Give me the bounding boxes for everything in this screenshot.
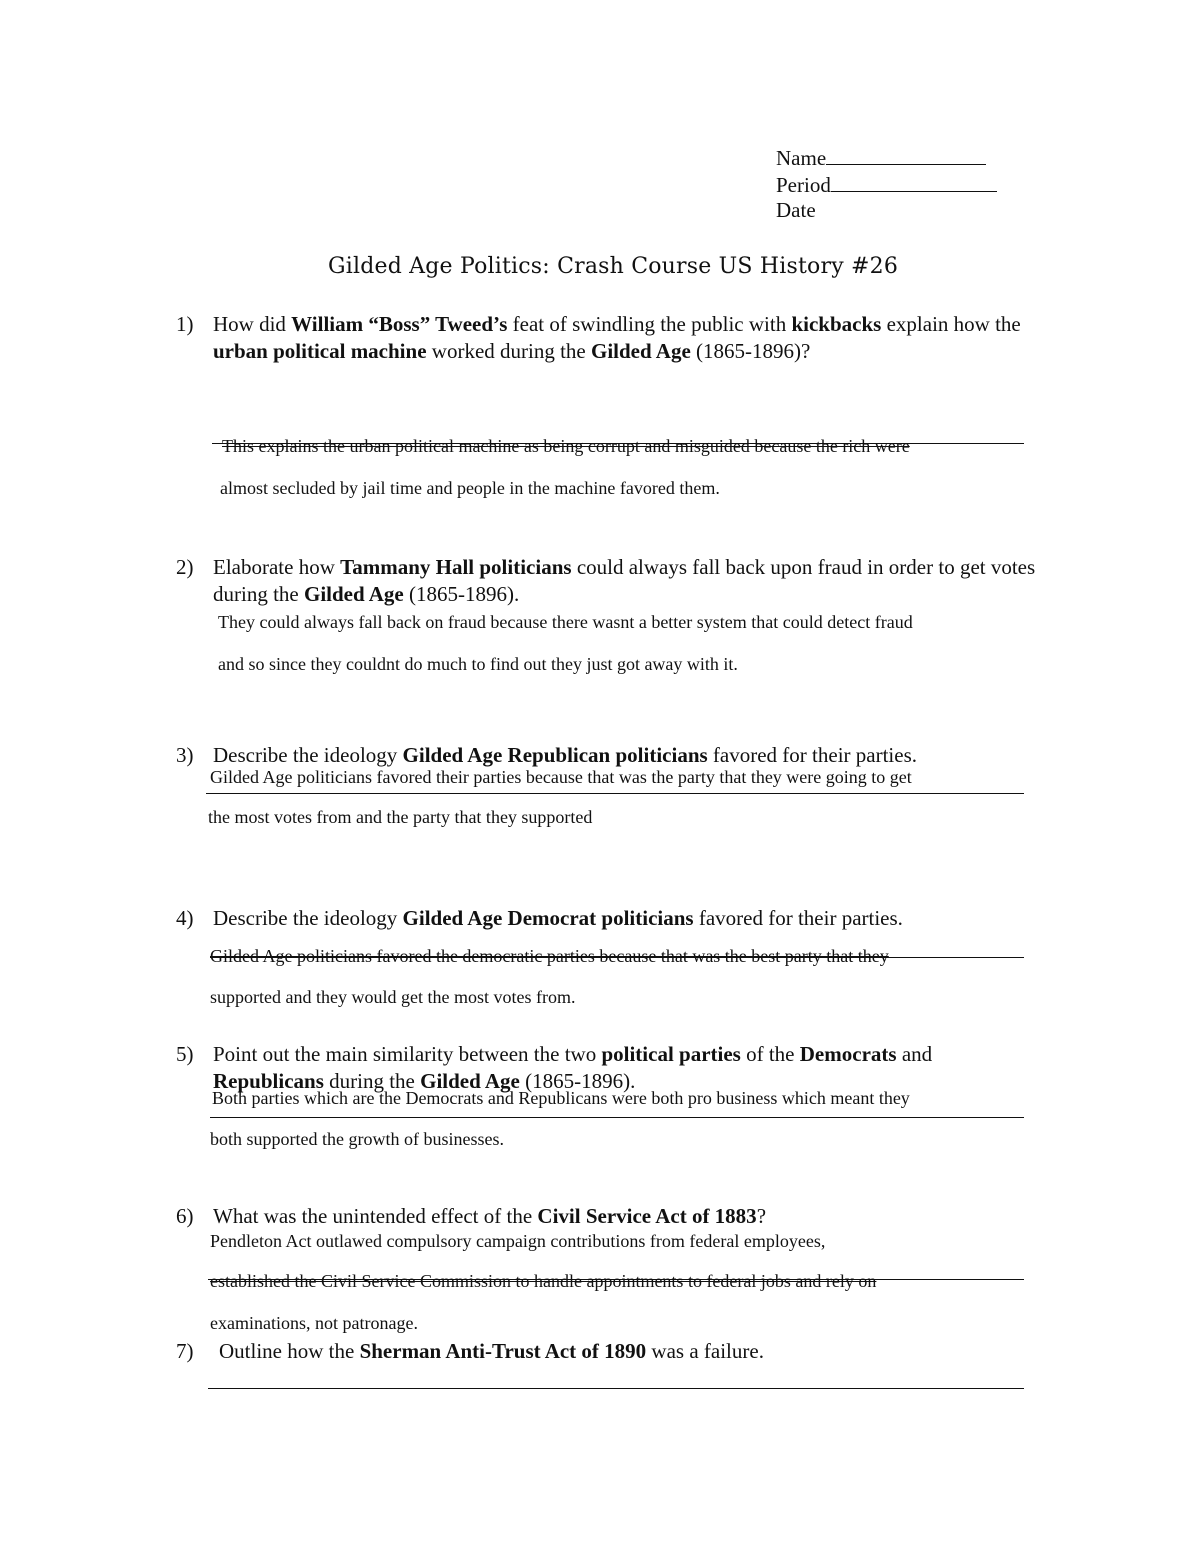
answer-3-line-1[interactable]: Gilded Age politicians favored their parties because that was the party that they were going to get [210,767,912,787]
question-number: 1) [176,312,194,336]
answer-line-blank[interactable] [208,1388,1024,1389]
question-number: 4) [176,906,194,930]
question-7 [176,1338,1046,1368]
question-text: What was the unintended effect of the Civil Service Act of 1883? [213,1204,767,1228]
period-blank[interactable] [831,171,997,192]
question-number: 2) [176,555,194,579]
question-text: Describe the ideology Gilded Age Democrat politicians favored for their parties. [213,906,903,930]
answer-4-line-2[interactable]: supported and they would get the most votes from. [210,987,576,1007]
answer-line [206,793,1024,794]
answer-5-line-1[interactable]: Both parties which are the Democrats and Republicans were both pro business which meant they [212,1088,910,1108]
question-text: Elaborate how Tammany Hall politicians could always fall back upon fraud in order to get votes during the Gilded Age (1865-1896). [213,555,1036,606]
question-text: Describe the ideology Gilded Age Republican politicians favored for their parties. [213,743,917,767]
question-text: Outline how the Sherman Anti-Trust Act of 1890 was a failure. [219,1339,764,1363]
answer-6-line-2[interactable]: established the Civil Service Commission to handle appointments to federal jobs and rely on [210,1271,877,1291]
date-field [776,198,816,223]
answer-4-line-1[interactable]: Gilded Age politicians favored the democratic parties because that was the best party that they [210,946,889,966]
date-label: Date [776,198,816,222]
question-4 [176,905,1046,935]
question-number: 3) [176,743,194,767]
question-number: 6) [176,1204,194,1228]
answer-1-line-2[interactable]: almost secluded by jail time and people in the machine favored them. [220,478,720,498]
page-title: Gilded Age Politics: Crash Course US History #26 [327,254,899,279]
answer-6-line-3[interactable]: examinations, not patronage. [210,1313,418,1333]
question-text: Point out the main similarity between the two political parties of the Democrats and Republicans during the Gilded Age (1865-1896). [213,1042,933,1093]
answer-6-line-1[interactable]: Pendleton Act outlawed compulsory campaign contributions from federal employees, [210,1231,826,1251]
answer-2-line-2[interactable]: and so since they couldnt do much to find out they just got away with it. [218,654,738,674]
answer-1-line-1[interactable]: This explains the urban political machine as being corrupt and misguided because the rich were [222,436,910,456]
question-2 [176,554,1046,614]
answer-2-line-1[interactable]: They could always fall back on fraud because there wasnt a better system that could detect fraud [218,612,913,632]
question-number: 5) [176,1042,194,1066]
period-label: Period [776,173,831,197]
question-number: 7) [176,1339,194,1363]
name-field [776,144,986,171]
name-label: Name [776,146,827,170]
question-1 [176,311,1046,401]
answer-5-line-2[interactable]: both supported the growth of businesses. [210,1129,504,1149]
answer-3-line-2[interactable]: the most votes from and the party that they supported [208,807,593,827]
question-6 [176,1203,1046,1233]
question-text: How did William “Boss” Tweed’s feat of swindling the public with kickbacks explain how the urban political machine worked during the Gilded Age (1865-1896)? [213,312,1021,363]
name-blank[interactable] [826,144,986,165]
answer-line [210,1117,1024,1118]
period-field [776,171,997,198]
